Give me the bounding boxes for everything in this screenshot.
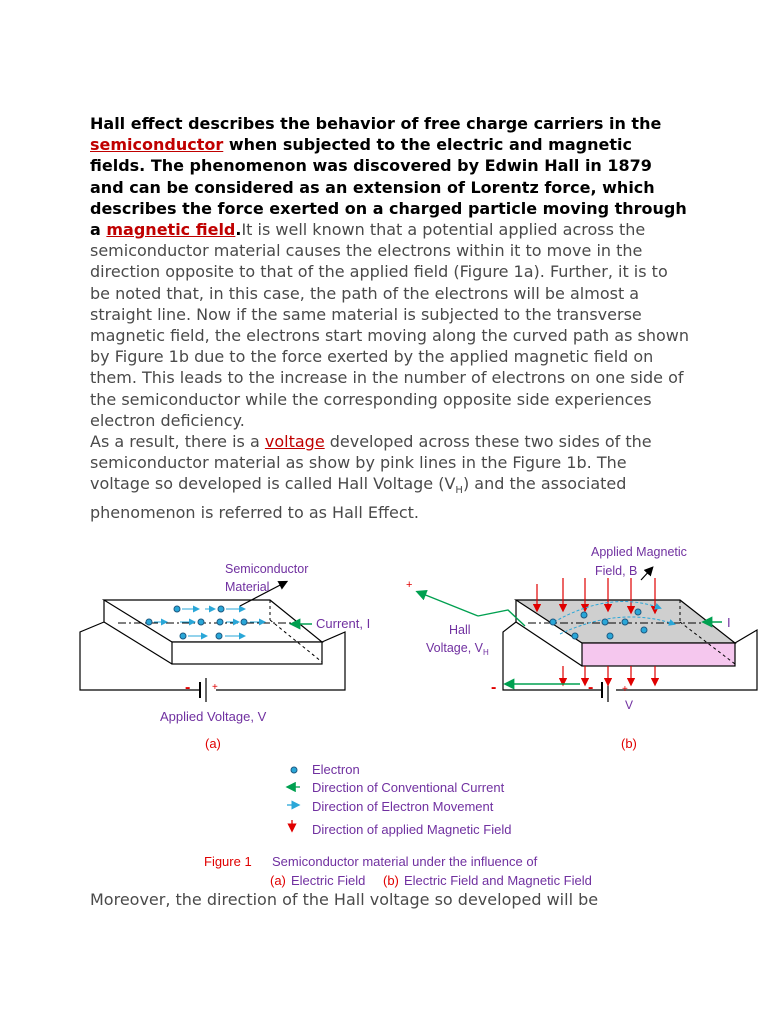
caption-a: (a) xyxy=(205,736,221,751)
label-current-a: Current, I xyxy=(316,616,371,631)
battery-plus-a: + xyxy=(212,682,218,693)
label-hall-text: Voltage, V xyxy=(426,641,483,655)
slab-front-a xyxy=(172,642,322,664)
legend-electron: Electron xyxy=(312,762,360,777)
caption-text: Semiconductor material under the influence of xyxy=(272,854,538,869)
label-hall-line1: Hall xyxy=(449,623,471,637)
hall-minus: - xyxy=(491,679,497,696)
label-material-line2: Material xyxy=(225,580,270,594)
slab-front-b xyxy=(582,643,735,666)
legend-conv-current: Direction of Conventional Current xyxy=(312,780,505,795)
link-semiconductor[interactable]: semiconductor xyxy=(90,135,224,155)
figure-b xyxy=(406,545,757,751)
label-voltage-b: V xyxy=(625,698,634,712)
battery-minus-b: - xyxy=(588,679,594,696)
caption-a-text: Electric Field xyxy=(291,873,366,888)
legend-magnetic-field: Direction of applied Magnetic Field xyxy=(312,822,512,837)
label-current-b: I xyxy=(727,615,731,630)
label-hall-line2 xyxy=(426,641,489,657)
hall-text-c: ) and the associated phenomenon is referred to as Hall Effect. xyxy=(90,474,627,522)
label-voltage-a: Applied Voltage, V xyxy=(160,709,267,724)
caption-figure-number: Figure 1 xyxy=(204,854,252,869)
intro-bold-text-a: Hall effect describes the behavior of free charge carriers in the xyxy=(90,114,662,133)
hall-text-a: As a result, there is a xyxy=(90,432,265,452)
label-material-line1: Semiconductor xyxy=(225,562,309,576)
intro-period: . xyxy=(235,220,242,240)
link-voltage[interactable]: voltage xyxy=(264,432,325,452)
caption-a-tag: (a) xyxy=(270,873,286,888)
hall-text-b: developed across these two sides of the semiconductor material as show by pink lines in the Figure 1b. The voltage so developed is called Hall Voltage (V xyxy=(90,432,652,494)
legend-electron-icon xyxy=(291,767,297,773)
caption-b: (b) xyxy=(621,736,637,751)
battery-minus-a: - xyxy=(185,679,191,696)
figure-legend xyxy=(287,762,511,837)
pointer-field-b xyxy=(641,568,652,580)
label-field-line1: Applied Magnetic xyxy=(591,545,687,559)
figure-caption xyxy=(204,854,592,888)
label-hall-sub: H xyxy=(483,648,489,657)
link-magnetic-field[interactable]: magnetic field xyxy=(106,220,236,240)
hall-pointer-plus xyxy=(418,592,478,616)
caption-b-text: Electric Field and Magnetic Field xyxy=(404,873,592,888)
paragraph-continuation: Moreover, the direction of the Hall voltage so developed will be xyxy=(90,890,599,909)
battery-plus-b: + xyxy=(622,684,628,695)
hall-plus: + xyxy=(406,579,413,591)
figure-a xyxy=(80,562,370,751)
caption-b-tag: (b) xyxy=(383,873,399,888)
intro-normal-text: It is well known that a potential applied across the semiconductor material causes the electrons within it to move in the direction opposite to that of the applied field (Figure 1a). Further, it is to be noted that, in this case, the path of the electrons will be almost a straight line. Now if the same material is subjected to the transverse magnetic field, the electrons start moving along the curved path as shown by Figure 1b due to the force exerted by the applied magnetic field on them. This leads to the increase in the number of electrons on one side of the semiconductor while the corresponding opposite side experiences electron deficiency. xyxy=(90,220,689,430)
label-field-line2: Field, B xyxy=(595,564,638,578)
intro-bold-text-b: when subjected to the electric and magnetic fields. The phenomenon was discovered by Edwin Hall in 1879 and can be considered as an extension of Lorentz force, which describes the force exerted on a charged particle moving through a xyxy=(90,135,687,240)
legend-electron-movement: Direction of Electron Movement xyxy=(312,799,494,814)
hall-subscript: H xyxy=(455,485,463,497)
